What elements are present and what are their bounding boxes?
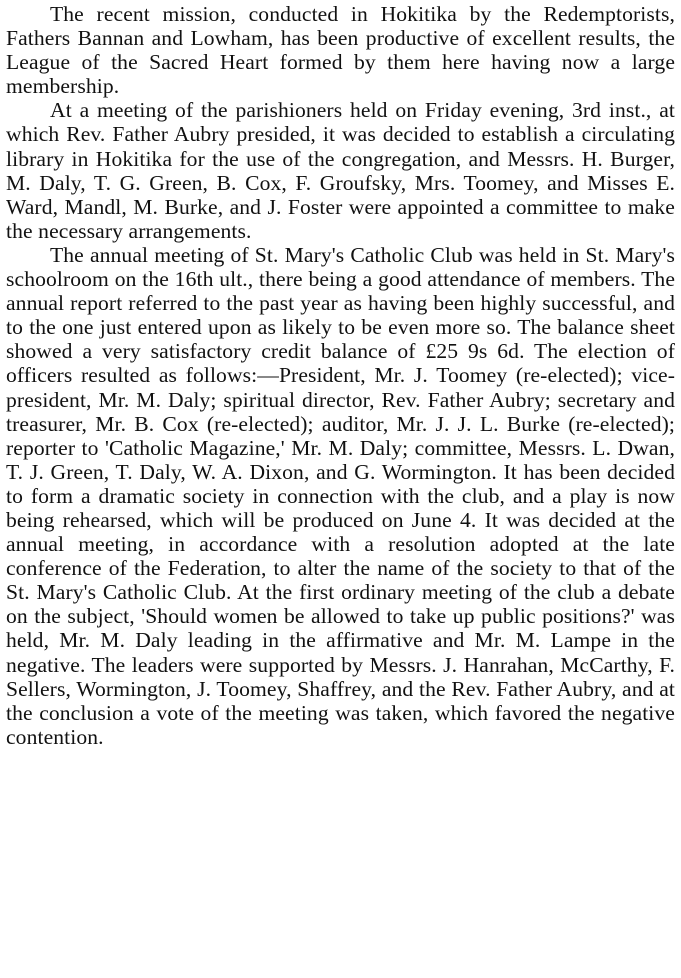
paragraph-catholic-club: The annual meeting of St. Mary's Catholic Club was held in St. Mary's schoolroom on the 16th ult., there being a good attendance of members. The annual report referred to the past year as having been highly successful, and to the one just entered upon as likely to be even more so. The balance sheet showed a very satisfactory credit balance of £25 9s 6d. The election of officers resulted as follows:—President, Mr. J. Toomey (re-elected); vice-president, Mr. M. Daly; spiritual director, Rev. Father Aubry; secretary and treasurer, Mr. B. Cox (re-elected); auditor, Mr. J. J. L. Burke (re-elected); reporter to 'Catholic Magazine,' Mr. M. Daly; committee, Messrs. L. Dwan, T. J. Green, T. Daly, W. A. Dixon, and G. Wormington. It has been decided to form a dramatic society in connection with the club, and a play is now being rehearsed, which will be produced on June 4. It was decided at the annual meeting, in accordance with a resolution adopted at the late conference of the Federation, to alter the name of the society to that of the St. Mary's Catholic Club. At the first ordinary meeting of the club a debate on the subject, 'Should women be allowed to take up public positions?' was held, Mr. M. Daly leading in the affirmative and Mr. M. Lampe in the negative. The leaders were supported by Messrs. J. Hanrahan, McCarthy, F. Sellers, Wormington, J. Toomey, Shaffrey, and the Rev. Father Aubry, and at the conclusion a vote of the meeting was taken, which favored the negative contention.	[6, 242, 675, 749]
paragraph-mission: The recent mission, conducted in Hokitika by the Redemptorists, Fathers Bannan and Lowham, has been productive of excellent results, the League of the Sacred Heart formed by them here having now a large membership.	[6, 2, 675, 99]
article-column	[6, 2, 675, 749]
paragraph-library-meeting: At a meeting of the parishioners held on Friday evening, 3rd inst., at which Rev. Father Aubry presided, it was decided to establish a circulating library in Hokitika for the use of the congregation, and Messrs. H. Burger, M. Daly, T. G. Green, B. Cox, F. Groufsky, Mrs. Toomey, and Misses E. Ward, Mandl, M. Burke, and J. Foster were appointed a committee to make the necessary arrangements.	[6, 98, 675, 243]
